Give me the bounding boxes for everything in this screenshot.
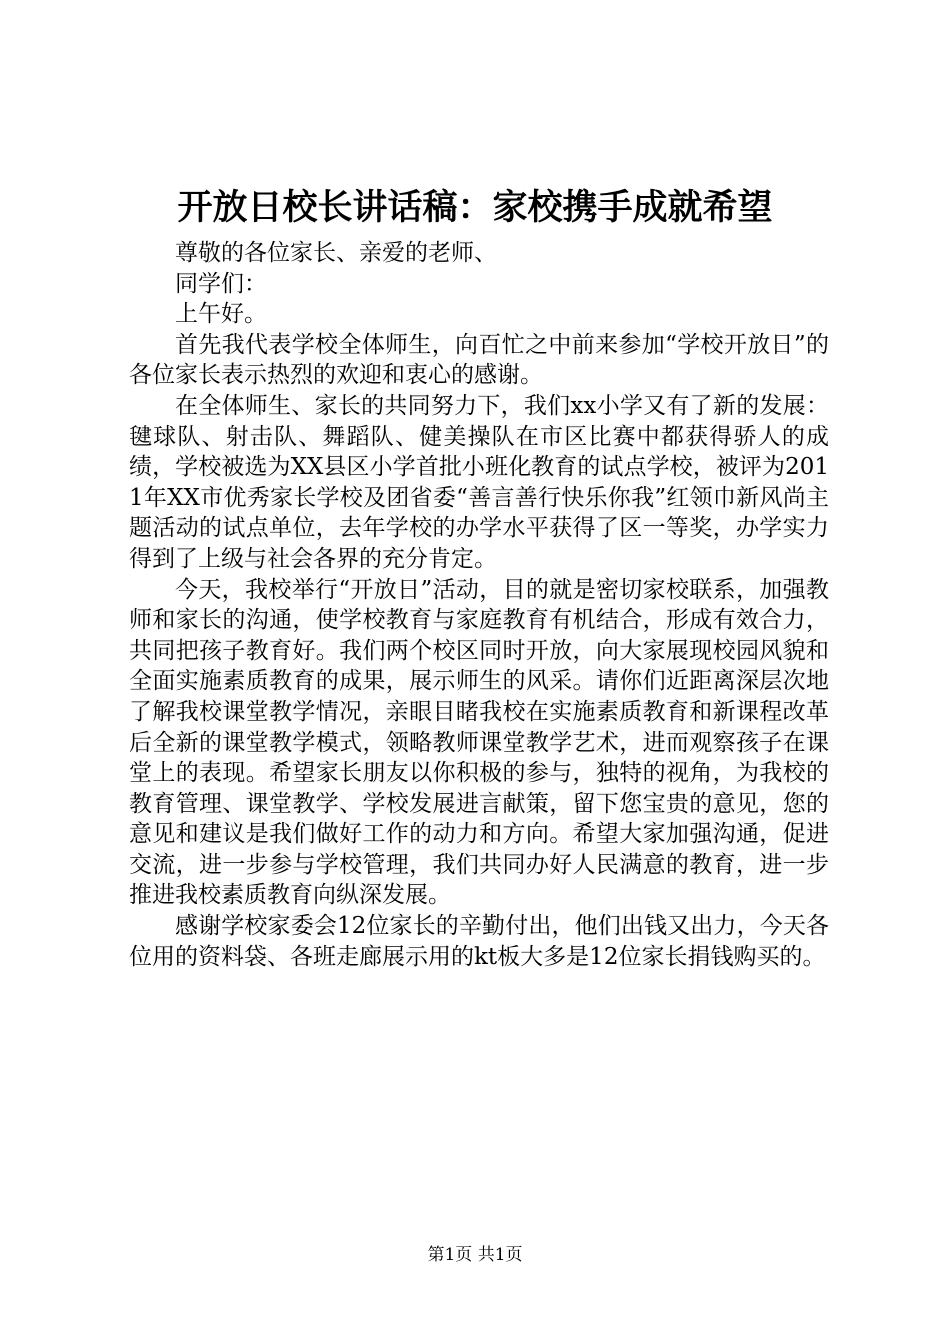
paragraph-salutation-1: 尊敬的各位家长、亲爱的老师、 (175, 240, 497, 266)
paragraph-thanks: 感谢学校家委会12位家长的辛勤付出，他们出钱又出力，今天各位用的资料袋、各班走廊展示用的kt板大多是12位家长捐钱购买的。 (129, 913, 829, 970)
paragraph-salutation-2: 同学们： (175, 270, 267, 297)
paragraph-open-day-purpose: 今天，我校举行“开放日”活动，目的就是密切家校联系，加强教师和家长的沟通，使学校教育与家庭教育有机结合，形成有效合力，共同把孩子教育好。我们两个校区同时开放，向大家展现校园风貌和全面实施素质教育的成果，展示师生的风采。请你们近距离深层次地了解我校课堂教学情况，亲眼目睹我校在实施素质教育和新课程改革后全新的课堂教学模式，领略教师课堂教学艺术，进而观察孩子在课堂上的表现。希望家长朋友以你积极的参与，独特的视角，为我校的教育管理、课堂教学、学校发展进言献策，留下您宝贵的意见，您的意见和建议是我们做好工作的动力和方向。希望大家加强沟通，促进交流，进一步参与学校管理，我们共同办好人民满意的教育，进一步推进我校素质教育向纵深发展。 (129, 576, 829, 909)
paragraph-greeting: 上午好。 (175, 301, 267, 328)
document-title: 开放日校长讲话稿：家校携手成就希望 (177, 187, 773, 228)
paragraph-welcome: 首先我代表学校全体师生，向百忙之中前来参加“学校开放日”的各位家长表示热烈的欢迎和衷心的感谢。 (129, 331, 829, 389)
document-body (129, 238, 829, 972)
page-number-footer: 第1页 共1页 (427, 1245, 523, 1265)
paragraph-achievements: 在全体师生、家长的共同努力下，我们xx小学又有了新的发展：毽球队、射击队、舞蹈队、健美操队在市区比赛中都获得骄人的成绩，学校被选为XX县区小学首批小班化教育的试点学校，被评为2011年XX市优秀家长学校及团省委“善言善行快乐你我”红领巾新风尚主题活动的试点单位，去年学校的办学水平获得了区一等奖，办学实力得到了上级与社会各界的充分肯定。 (129, 392, 829, 572)
